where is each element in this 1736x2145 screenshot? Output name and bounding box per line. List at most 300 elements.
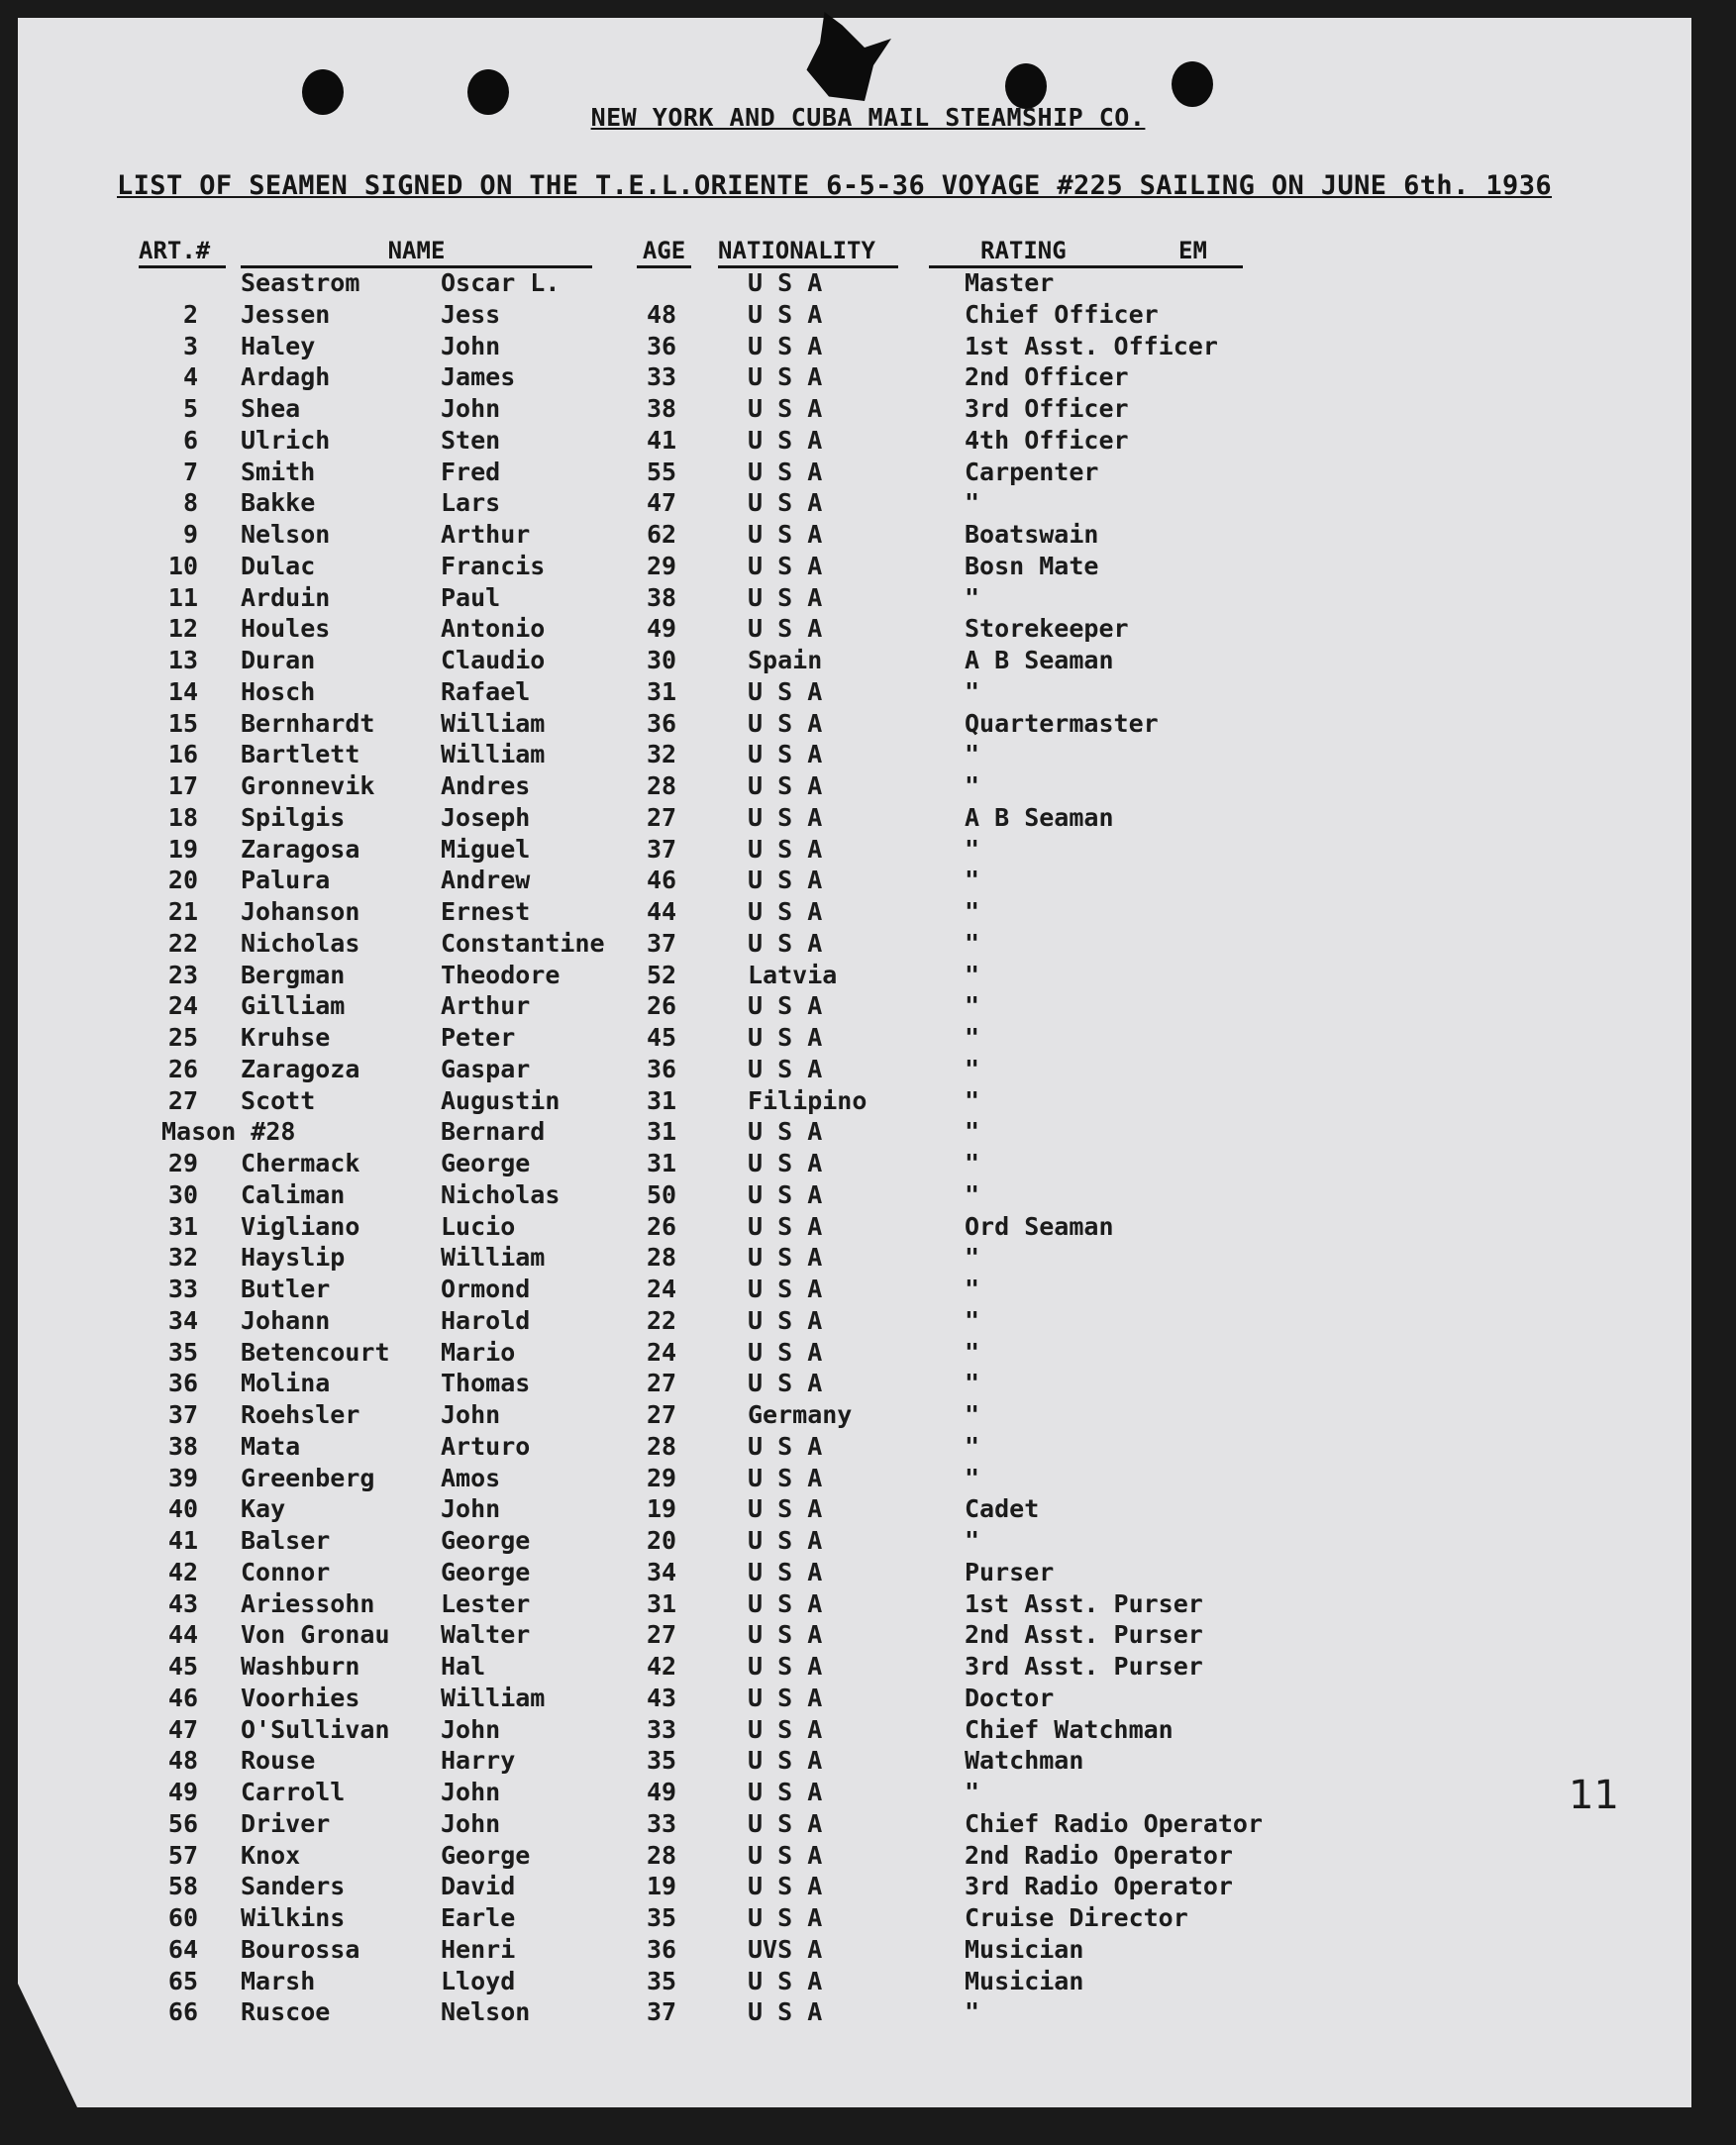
column-header-name: NAME bbox=[241, 236, 592, 268]
nationality: U S A bbox=[748, 1966, 823, 1995]
last-name: Kruhse bbox=[241, 1023, 331, 1052]
first-name: George bbox=[441, 1149, 531, 1177]
nationality: U S A bbox=[748, 866, 823, 895]
first-name: Earle bbox=[441, 1903, 516, 1932]
age: 49 bbox=[646, 1778, 677, 1806]
age: 46 bbox=[646, 866, 677, 895]
row-number: 11 bbox=[167, 582, 198, 612]
age: 19 bbox=[646, 1872, 677, 1901]
last-name: Von Gronau bbox=[241, 1620, 390, 1650]
age: 37 bbox=[646, 834, 677, 864]
first-name: Oscar L. bbox=[441, 268, 561, 297]
rating: " bbox=[965, 960, 980, 989]
nationality: Spain bbox=[748, 646, 823, 674]
age: 35 bbox=[646, 1903, 677, 1932]
row-number: 26 bbox=[167, 1054, 198, 1083]
first-name: Nelson bbox=[441, 1997, 531, 2027]
table-row bbox=[0, 267, 1736, 298]
nationality: U S A bbox=[748, 394, 823, 423]
first-name: Antonio bbox=[441, 614, 546, 644]
row-number: 30 bbox=[167, 1179, 198, 1209]
first-name: George bbox=[441, 1840, 531, 1870]
age: 31 bbox=[646, 676, 677, 706]
last-name: Roehsler bbox=[241, 1400, 360, 1429]
age: 33 bbox=[646, 1714, 677, 1744]
rating: Purser bbox=[965, 1557, 1055, 1586]
nationality: U S A bbox=[748, 802, 823, 832]
nationality: U S A bbox=[748, 1305, 823, 1335]
table-row bbox=[0, 1148, 1736, 1178]
rating: " bbox=[965, 1369, 980, 1398]
last-name: Gronnevik bbox=[241, 771, 375, 800]
row-number: 5 bbox=[182, 394, 198, 423]
first-name: Ernest bbox=[441, 897, 531, 926]
punch-hole bbox=[1172, 61, 1213, 107]
last-name: Seastrom bbox=[241, 268, 360, 297]
last-name: Hayslip bbox=[241, 1243, 346, 1273]
row-number: 35 bbox=[167, 1337, 198, 1367]
last-name: Rouse bbox=[241, 1746, 316, 1776]
row-number: 15 bbox=[167, 708, 198, 738]
table-row bbox=[0, 770, 1736, 801]
table-row bbox=[0, 1116, 1736, 1147]
row-number: 39 bbox=[167, 1463, 198, 1492]
nationality: U S A bbox=[748, 1903, 823, 1932]
age: 36 bbox=[646, 1934, 677, 1964]
row-number: 17 bbox=[167, 771, 198, 800]
age: 34 bbox=[646, 1557, 677, 1586]
last-name: Shea bbox=[241, 394, 301, 423]
rating: " bbox=[965, 1179, 980, 1209]
rating: " bbox=[965, 1778, 980, 1806]
rating: Master bbox=[965, 268, 1055, 297]
nationality: U S A bbox=[748, 1023, 823, 1052]
last-name: Bakke bbox=[241, 488, 316, 518]
document-title: NEW YORK AND CUBA MAIL STEAMSHIP CO. bbox=[590, 103, 1146, 132]
table-row bbox=[0, 865, 1736, 895]
nationality: U S A bbox=[748, 1149, 823, 1177]
last-name: Palura bbox=[241, 866, 331, 895]
row-number: 45 bbox=[167, 1652, 198, 1681]
row-number: 6 bbox=[182, 425, 198, 455]
last-name: Nelson bbox=[241, 520, 331, 549]
row-number: 10 bbox=[167, 551, 198, 580]
row-number: 7 bbox=[182, 457, 198, 486]
rating: Cruise Director bbox=[965, 1903, 1188, 1932]
nationality: U S A bbox=[748, 676, 823, 706]
last-name: Caliman bbox=[241, 1179, 346, 1209]
nationality: U S A bbox=[748, 1431, 823, 1461]
last-name: Zaragoza bbox=[241, 1054, 360, 1083]
nationality: U S A bbox=[748, 834, 823, 864]
table-row bbox=[0, 299, 1736, 330]
table-row bbox=[0, 551, 1736, 581]
first-name: John bbox=[441, 1494, 501, 1524]
row-number: 9 bbox=[182, 520, 198, 549]
first-name: David bbox=[441, 1872, 516, 1901]
age: 41 bbox=[646, 425, 677, 455]
age: 55 bbox=[646, 457, 677, 486]
nationality: U S A bbox=[748, 897, 823, 926]
first-name: Joseph bbox=[441, 802, 531, 832]
rating: 3rd Asst. Purser bbox=[965, 1652, 1203, 1681]
column-header-age: AGE bbox=[637, 236, 691, 268]
row-number: 3 bbox=[182, 331, 198, 360]
table-row bbox=[0, 1274, 1736, 1304]
row-number: 16 bbox=[167, 740, 198, 769]
table-row bbox=[0, 1714, 1736, 1745]
age: 32 bbox=[646, 740, 677, 769]
nationality: U S A bbox=[748, 362, 823, 392]
age: 31 bbox=[646, 1117, 677, 1147]
rating: Doctor bbox=[965, 1683, 1055, 1712]
age: 37 bbox=[646, 1997, 677, 2027]
table-row bbox=[0, 990, 1736, 1021]
rating: " bbox=[965, 676, 980, 706]
age: 31 bbox=[646, 1149, 677, 1177]
table-row bbox=[0, 393, 1736, 424]
first-name: Bernard bbox=[441, 1117, 546, 1147]
table-row bbox=[0, 487, 1736, 518]
nationality: U S A bbox=[748, 457, 823, 486]
table-row bbox=[0, 1525, 1736, 1556]
table-row bbox=[0, 1871, 1736, 1901]
first-name: John bbox=[441, 394, 501, 423]
first-name: Thomas bbox=[441, 1369, 531, 1398]
first-name: William bbox=[441, 1683, 546, 1712]
row-number: 24 bbox=[167, 991, 198, 1021]
age: 38 bbox=[646, 394, 677, 423]
last-name: Kay bbox=[241, 1494, 286, 1524]
nationality: Latvia bbox=[748, 960, 838, 989]
nationality: U S A bbox=[748, 331, 823, 360]
first-name: Claudio bbox=[441, 646, 546, 674]
first-name: Ormond bbox=[441, 1275, 531, 1303]
rating: " bbox=[965, 1117, 980, 1147]
age: 19 bbox=[646, 1494, 677, 1524]
nationality: U S A bbox=[748, 1746, 823, 1776]
age: 45 bbox=[646, 1023, 677, 1052]
row-number: 49 bbox=[167, 1778, 198, 1806]
first-name: Jess bbox=[441, 299, 501, 329]
rating: " bbox=[965, 1526, 980, 1555]
nationality: U S A bbox=[748, 1683, 823, 1712]
rating: " bbox=[965, 866, 980, 895]
row-number: 46 bbox=[167, 1683, 198, 1712]
nationality: U S A bbox=[748, 425, 823, 455]
table-row bbox=[0, 1337, 1736, 1368]
rating: " bbox=[965, 1305, 980, 1335]
rating: " bbox=[965, 928, 980, 958]
rating: " bbox=[965, 1337, 980, 1367]
table-row bbox=[0, 1179, 1736, 1210]
table-row bbox=[0, 1683, 1736, 1713]
document-subtitle: LIST OF SEAMEN SIGNED ON THE T.E.L.ORIENTE 6-5-36 VOYAGE #225 SAILING ON JUNE 6th. 1936 bbox=[117, 170, 1553, 201]
age: 28 bbox=[646, 1431, 677, 1461]
rating: Musician bbox=[965, 1934, 1084, 1964]
rating-suffix: EM bbox=[1178, 237, 1207, 264]
column-header-rating bbox=[929, 236, 1243, 268]
table-row bbox=[0, 1934, 1736, 1965]
rating: " bbox=[965, 1243, 980, 1273]
table-row bbox=[0, 1211, 1736, 1242]
age: 22 bbox=[646, 1305, 677, 1335]
rating: " bbox=[965, 1997, 980, 2027]
nationality: U S A bbox=[748, 1872, 823, 1901]
row-number: 42 bbox=[167, 1557, 198, 1586]
table-row bbox=[0, 1085, 1736, 1116]
first-name: Fred bbox=[441, 457, 501, 486]
first-name: Miguel bbox=[441, 834, 531, 864]
last-name: Ariessohn bbox=[241, 1588, 375, 1618]
table-row bbox=[0, 582, 1736, 613]
last-name: Wilkins bbox=[241, 1903, 346, 1932]
first-name: John bbox=[441, 1778, 501, 1806]
first-name: John bbox=[441, 331, 501, 360]
nationality: U S A bbox=[748, 1054, 823, 1083]
last-name: Scott bbox=[241, 1085, 316, 1115]
rating: " bbox=[965, 897, 980, 926]
row-number: 36 bbox=[167, 1369, 198, 1398]
nationality: U S A bbox=[748, 1463, 823, 1492]
last-name: Sanders bbox=[241, 1872, 346, 1901]
age: 29 bbox=[646, 1463, 677, 1492]
last-name: Jessen bbox=[241, 299, 331, 329]
row-number: 27 bbox=[167, 1085, 198, 1115]
row-number: 43 bbox=[167, 1588, 198, 1618]
table-row bbox=[0, 676, 1736, 707]
last-name: Carroll bbox=[241, 1778, 346, 1806]
age: 35 bbox=[646, 1746, 677, 1776]
last-name: Ardagh bbox=[241, 362, 331, 392]
rating: " bbox=[965, 1463, 980, 1492]
table-row bbox=[0, 331, 1736, 361]
table-row bbox=[0, 1808, 1736, 1839]
table-row bbox=[0, 928, 1736, 959]
last-name: Johann bbox=[241, 1305, 331, 1335]
age: 36 bbox=[646, 1054, 677, 1083]
nationality: U S A bbox=[748, 928, 823, 958]
nationality: U S A bbox=[748, 1840, 823, 1870]
rating: Ord Seaman bbox=[965, 1211, 1114, 1241]
rating: 2nd Asst. Purser bbox=[965, 1620, 1203, 1650]
last-name: Marsh bbox=[241, 1966, 316, 1995]
rating: " bbox=[965, 1275, 980, 1303]
last-name: Washburn bbox=[241, 1652, 360, 1681]
table-row bbox=[0, 1022, 1736, 1053]
table-row bbox=[0, 708, 1736, 739]
row-number: 8 bbox=[182, 488, 198, 518]
age: 28 bbox=[646, 1243, 677, 1273]
first-name: Hal bbox=[441, 1652, 486, 1681]
table-row bbox=[0, 613, 1736, 644]
nationality: U S A bbox=[748, 1588, 823, 1618]
rating: 4th Officer bbox=[965, 425, 1129, 455]
age: 24 bbox=[646, 1337, 677, 1367]
last-name: Voorhies bbox=[241, 1683, 360, 1712]
first-name: John bbox=[441, 1714, 501, 1744]
first-name: Walter bbox=[441, 1620, 531, 1650]
row-number: 32 bbox=[167, 1243, 198, 1273]
last-name: Balser bbox=[241, 1526, 331, 1555]
row-number: 57 bbox=[167, 1840, 198, 1870]
row-number: 38 bbox=[167, 1431, 198, 1461]
last-name: Knox bbox=[241, 1840, 301, 1870]
table-row bbox=[0, 361, 1736, 392]
row-number: 23 bbox=[167, 960, 198, 989]
nationality: U S A bbox=[748, 551, 823, 580]
rating: " bbox=[965, 834, 980, 864]
table-row bbox=[0, 1463, 1736, 1493]
first-name: William bbox=[441, 1243, 546, 1273]
nationality: U S A bbox=[748, 1369, 823, 1398]
first-name: Gaspar bbox=[441, 1054, 531, 1083]
nationality: U S A bbox=[748, 740, 823, 769]
first-name: William bbox=[441, 708, 546, 738]
rating: " bbox=[965, 1431, 980, 1461]
last-name: Bernhardt bbox=[241, 708, 375, 738]
last-name: Dulac bbox=[241, 551, 316, 580]
rating: Watchman bbox=[965, 1746, 1084, 1776]
rating: 1st Asst. Officer bbox=[965, 331, 1218, 360]
column-header-nationality: NATIONALITY bbox=[718, 236, 898, 268]
row-number: 18 bbox=[167, 802, 198, 832]
age: 31 bbox=[646, 1085, 677, 1115]
first-name: Augustin bbox=[441, 1085, 561, 1115]
first-name: Nicholas bbox=[441, 1179, 561, 1209]
last-name: Zaragosa bbox=[241, 834, 360, 864]
nationality: U S A bbox=[748, 771, 823, 800]
age: 33 bbox=[646, 362, 677, 392]
first-name: Lester bbox=[441, 1588, 531, 1618]
rating: " bbox=[965, 771, 980, 800]
row-number: 66 bbox=[167, 1997, 198, 2027]
last-name: Spilgis bbox=[241, 802, 346, 832]
table-row bbox=[0, 1619, 1736, 1650]
table-row bbox=[0, 834, 1736, 865]
nationality: U S A bbox=[748, 520, 823, 549]
nationality: U S A bbox=[748, 1243, 823, 1273]
last-name: Johanson bbox=[241, 897, 360, 926]
page-number: 11 bbox=[1569, 1773, 1619, 1818]
row-number: 58 bbox=[167, 1872, 198, 1901]
last-name: Haley bbox=[241, 331, 316, 360]
age: 62 bbox=[646, 520, 677, 549]
table-row bbox=[0, 1305, 1736, 1336]
age: 20 bbox=[646, 1526, 677, 1555]
first-name: Henri bbox=[441, 1934, 516, 1964]
age: 27 bbox=[646, 1400, 677, 1429]
last-name: Smith bbox=[241, 457, 316, 486]
row-number: 60 bbox=[167, 1903, 198, 1932]
last-name: Greenberg bbox=[241, 1463, 375, 1492]
first-name: Mario bbox=[441, 1337, 516, 1367]
rating: Carpenter bbox=[965, 457, 1099, 486]
rating: " bbox=[965, 1085, 980, 1115]
age: 38 bbox=[646, 582, 677, 612]
last-name: Connor bbox=[241, 1557, 331, 1586]
column-header-art: ART.# bbox=[139, 236, 226, 268]
age: 27 bbox=[646, 1620, 677, 1650]
age: 37 bbox=[646, 928, 677, 958]
last-name: Vigliano bbox=[241, 1211, 360, 1241]
first-name: Peter bbox=[441, 1023, 516, 1052]
rating: " bbox=[965, 991, 980, 1021]
rating: Boatswain bbox=[965, 520, 1099, 549]
first-name: Andrew bbox=[441, 866, 531, 895]
age: 27 bbox=[646, 802, 677, 832]
age: 42 bbox=[646, 1652, 677, 1681]
rating: Quartermaster bbox=[965, 708, 1159, 738]
nationality: U S A bbox=[748, 1620, 823, 1650]
rating: Chief Watchman bbox=[965, 1714, 1174, 1744]
last-name: Driver bbox=[241, 1808, 331, 1838]
last-name: Bartlett bbox=[241, 740, 360, 769]
table-row bbox=[0, 960, 1736, 990]
rating: " bbox=[965, 1400, 980, 1429]
age: 31 bbox=[646, 1588, 677, 1618]
nationality: U S A bbox=[748, 991, 823, 1021]
nationality: U S A bbox=[748, 1275, 823, 1303]
nationality: U S A bbox=[748, 1997, 823, 2027]
table-row bbox=[0, 1966, 1736, 1996]
row-number: 40 bbox=[167, 1494, 198, 1524]
rating: A B Seaman bbox=[965, 802, 1114, 832]
row-number: 56 bbox=[167, 1808, 198, 1838]
last-name: Molina bbox=[241, 1369, 331, 1398]
nationality: U S A bbox=[748, 1179, 823, 1209]
rating: Chief Radio Operator bbox=[965, 1808, 1264, 1838]
rating-label: RATING bbox=[980, 237, 1067, 264]
table-row bbox=[0, 1242, 1736, 1273]
age: 30 bbox=[646, 646, 677, 674]
rating: Cadet bbox=[965, 1494, 1040, 1524]
rating: 2nd Radio Operator bbox=[965, 1840, 1233, 1870]
table-row bbox=[0, 896, 1736, 927]
age: 47 bbox=[646, 488, 677, 518]
last-name: Houles bbox=[241, 614, 331, 644]
row-number: 64 bbox=[167, 1934, 198, 1964]
row-number: 44 bbox=[167, 1620, 198, 1650]
first-name: Harry bbox=[441, 1746, 516, 1776]
nationality: U S A bbox=[748, 488, 823, 518]
rating: Bosn Mate bbox=[965, 551, 1099, 580]
first-name: Arthur bbox=[441, 991, 531, 1021]
table-row bbox=[0, 1054, 1736, 1084]
age: 48 bbox=[646, 299, 677, 329]
nationality: U S A bbox=[748, 708, 823, 738]
age: 28 bbox=[646, 771, 677, 800]
first-name: Francis bbox=[441, 551, 546, 580]
last-name: Arduin bbox=[241, 582, 331, 612]
nationality: U S A bbox=[748, 1652, 823, 1681]
row-number: 47 bbox=[167, 1714, 198, 1744]
age: 35 bbox=[646, 1966, 677, 1995]
nationality: U S A bbox=[748, 582, 823, 612]
last-name: Bergman bbox=[241, 960, 346, 989]
age: 36 bbox=[646, 708, 677, 738]
rating: A B Seaman bbox=[965, 646, 1114, 674]
nationality: U S A bbox=[748, 1117, 823, 1147]
rating: " bbox=[965, 1023, 980, 1052]
last-name: Ulrich bbox=[241, 425, 331, 455]
age: 24 bbox=[646, 1275, 677, 1303]
last-name: Bourossa bbox=[241, 1934, 360, 1964]
first-name: Harold bbox=[441, 1305, 531, 1335]
nationality: U S A bbox=[748, 268, 823, 297]
rating: Musician bbox=[965, 1966, 1084, 1995]
age: 44 bbox=[646, 897, 677, 926]
